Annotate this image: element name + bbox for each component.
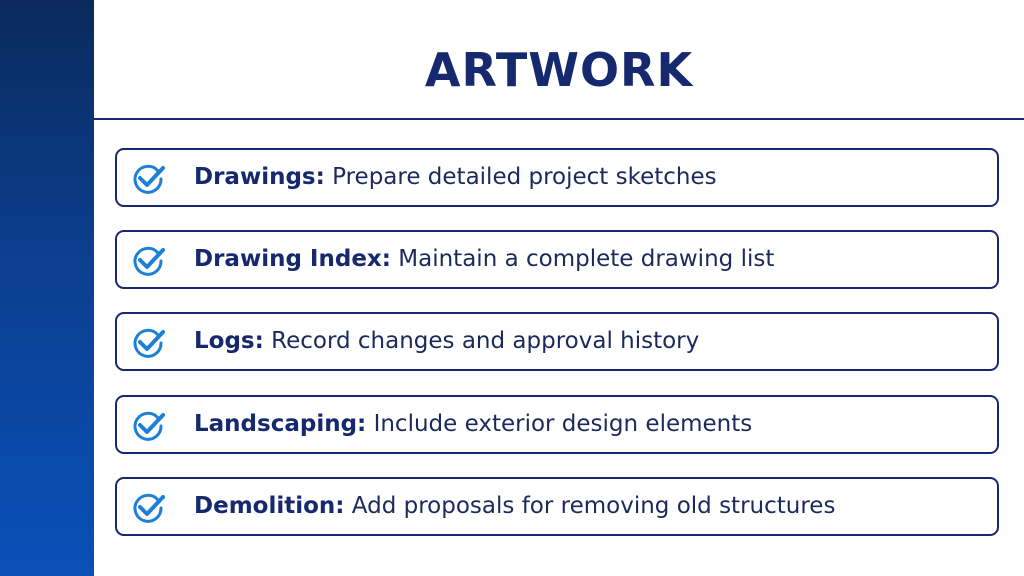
list-item-text [194, 232, 774, 287]
list-item-description: Maintain a complete drawing list [398, 246, 775, 272]
list-item-text [194, 479, 835, 534]
check-circle-icon [131, 326, 165, 360]
title-divider [94, 118, 1024, 120]
check-circle-icon [131, 162, 165, 196]
check-circle-icon [131, 491, 165, 525]
check-circle-icon [131, 409, 165, 443]
list-item-description: Record changes and approval history [271, 328, 700, 354]
list-item-term: Drawing Index: [194, 246, 391, 272]
check-circle-icon [131, 244, 165, 278]
list-item-text [194, 150, 717, 205]
list-item-text [194, 397, 752, 452]
list-item-term: Demolition: [194, 493, 345, 519]
list-item [115, 312, 999, 371]
side-accent-band [0, 0, 94, 576]
list-item-term: Landscaping: [194, 411, 367, 437]
list-item-term: Drawings: [194, 164, 325, 190]
list-item [115, 477, 999, 536]
list-item [115, 230, 999, 289]
list-item [115, 395, 999, 454]
list-item-description: Add proposals for removing old structures [351, 493, 836, 519]
page-title: ARTWORK [424, 43, 694, 97]
list-item-description: Include exterior design elements [373, 411, 753, 437]
list-item [115, 148, 999, 207]
list-item-term: Logs: [194, 328, 264, 354]
list-item-description: Prepare detailed project sketches [332, 164, 717, 190]
list-item-text [194, 314, 699, 369]
